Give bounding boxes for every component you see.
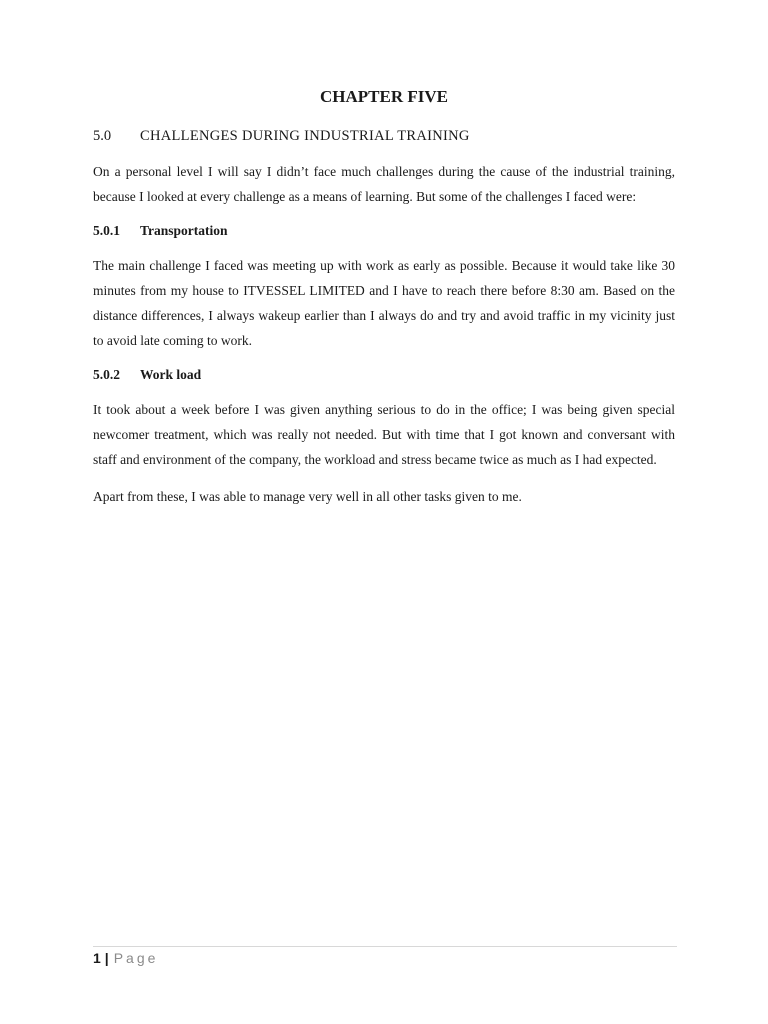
section-heading bbox=[93, 126, 675, 146]
page-footer bbox=[93, 946, 677, 967]
transportation-paragraph: The main challenge I faced was meeting up with work as early as possible. Because it would take like 30 minutes from my house to ITVESSEL LIMITED and I have to reach there before 8:30 am. Based on the distance differences, I always wakeup earlier than I always do and try and avoid traffic in my vicinity just to avoid late coming to work. bbox=[93, 258, 675, 348]
work-load-paragraph: It took about a week before I was given anything serious to do in the office; I was being given special newcomer treatment, which was really not needed. But with time that I got known and conversant with staff and environment of the company, the workload and stress became twice as much as I had expected. bbox=[93, 402, 675, 467]
subsection-heading-transportation bbox=[93, 221, 675, 241]
page-content bbox=[93, 86, 675, 521]
closing-paragraph: Apart from these, I was able to manage very well in all other tasks given to me. bbox=[93, 489, 522, 504]
subsection-title: Transportation bbox=[140, 223, 228, 238]
section-title: CHALLENGES DURING INDUSTRIAL TRAINING bbox=[140, 128, 470, 144]
section-number: 5.0 bbox=[93, 128, 112, 144]
chapter-title: CHAPTER FIVE bbox=[320, 87, 448, 106]
page-label: Page bbox=[113, 950, 159, 966]
subsection-number: 5.0.1 bbox=[93, 223, 120, 238]
subsection-heading-work-load bbox=[93, 365, 675, 385]
intro-paragraph: On a personal level I will say I didn’t face much challenges during the cause of the industrial training, because I looked at every challenge as a means of learning. But some of the challenges I faced were: bbox=[93, 164, 675, 204]
subsection-title: Work load bbox=[140, 367, 202, 382]
subsection-number: 5.0.2 bbox=[93, 367, 120, 382]
page-number: 1 bbox=[93, 950, 101, 966]
footer-separator: | bbox=[104, 950, 109, 966]
